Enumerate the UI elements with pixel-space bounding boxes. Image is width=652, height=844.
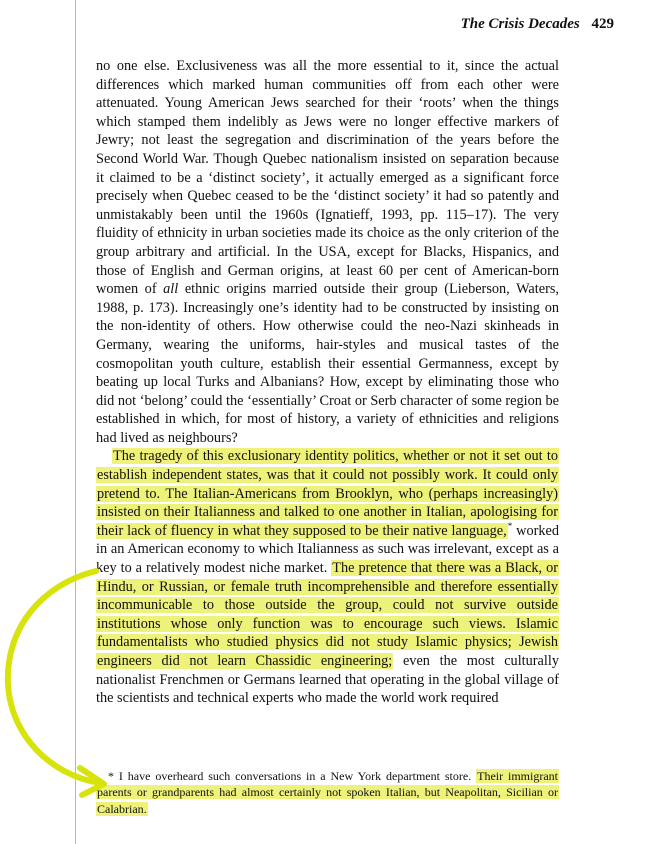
paragraph-1-end: ethnic origins married outside their group (Lieberson, Waters, 1988, p. 173). Increasingly one’s identity had to be constructed by insisting on the non-identity of others. How otherwise could the neo-Nazi skinheads in Germany, wearing the uniforms, hair-styles and musical tastes of the cosmopolitan youth culture, establish their essential Germanness, except by beating up local Turks and Albanians? How, except by eliminating those who did not ‘belong’ could the ‘essentially’ Croat or Serb character of some region be established in which, for most of history, a variety of ethnicities and religions had lived as neighbours? (96, 281, 559, 446)
paragraph-2 (96, 447, 559, 707)
footnote-text: I have overheard such conversations in a New York department store. (114, 769, 477, 783)
paragraph-1-text: no one else. Exclusiveness was all the more essential to it, since the actual differences which marked human communities off from each other were attenuated. Young American Jews searched for their ‘roots’ when the things which stamped them indelibly as Jews were no longer effective markers of Jewry; not least the segregation and discrimination of the years before the Second World War. Though Quebec nationalism insisted on separation because it claimed to be a ‘distinct society’, it actually emerged as a significant force precisely when Quebec ceased to be the ‘distinct society’ it had so patently and unmistakably been until the 1960s (Ignatieff, 1993, pp. 115–17). The very fluidity of ethnicity in urban societies made its choice as the only criterion of the group arbitrary and artificial. In the USA, except for Blacks, Hispanics, and those of English and German origins, at least 60 per cent of American-born women of (96, 58, 559, 298)
paragraph-2-text-1: worked in an American economy to which Italianness as such was irrelevant, except as a key to a relatively modest niche market. (96, 522, 559, 577)
page-edge-line (75, 0, 76, 844)
highlight-passage-1: The tragedy of this exclusionary identity politics, whether or not it set out to establish independent states, was that it could not possibly work. It could only pretend to. The Italian-Americans from Brooklyn, who (perhaps increasingly) insisted on their Italianness and talked to one another in Italian, apologising for their lack of fluency in what they supposed to be their native language, (97, 448, 558, 539)
running-header (461, 16, 614, 33)
footnote-highlight: Their immigrant parents or grandparents had almost certainly not spoken Italian, but Neapolitan, Sicilian or Calabrian. (97, 769, 558, 816)
paragraph-2-text-2: even the most culturally nationalist Frenchmen or Germans learned that operating in the global village of the scientists and technical experts who made the world work required (96, 653, 559, 707)
main-text (96, 57, 559, 708)
footnote-reference: * (507, 521, 513, 532)
footnote (96, 768, 559, 817)
running-title: The Crisis Decades (460, 16, 580, 32)
paragraph-1 (96, 57, 559, 447)
page-number: 429 (591, 16, 614, 32)
highlight-passage-2: The pretence that there was a Black, or Hindu, or Russian, or female truth incomprehensible and therefore essentially incommunicable to those outside the group, could not survive outside institutions whose only function was to encourage such views. Islamic fundamentalists who studied physics did not study Islamic physics; Jewish engineers did not learn Chassidic engineering; (97, 560, 558, 669)
footnote-mark: * (108, 769, 114, 783)
paragraph-1-italic: all (163, 281, 179, 298)
arrow-curve (8, 571, 100, 783)
